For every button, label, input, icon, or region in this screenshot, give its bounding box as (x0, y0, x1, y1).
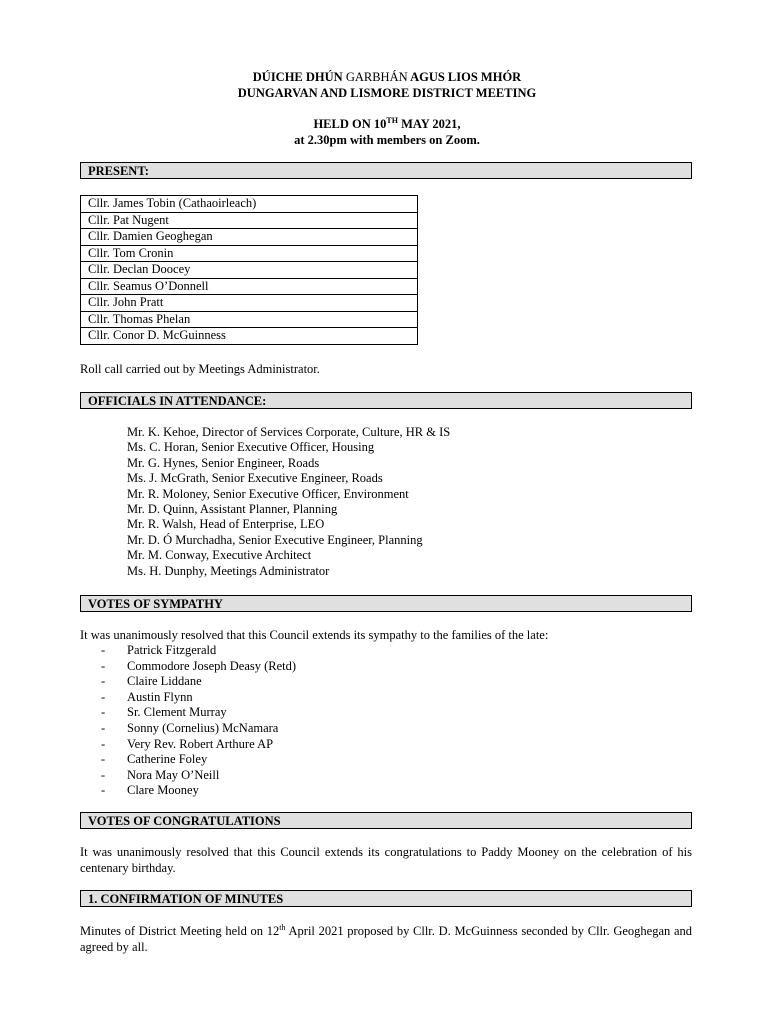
sympathy-name: Clare Mooney (127, 783, 199, 798)
official-item: Mr. R. Walsh, Head of Enterprise, LEO (127, 517, 325, 532)
sympathy-name: Patrick Fitzgerald (127, 643, 217, 657)
header-line1-part1: DÚICHE DHÚN (252, 70, 343, 84)
header-irish-title (80, 69, 694, 85)
section-minutes (80, 890, 692, 907)
section-officials (80, 392, 692, 409)
sympathy-name: Sr. Clement Murray (127, 705, 227, 720)
member-cell: Cllr. Declan Doocey (81, 262, 418, 279)
sympathy-name: Very Rev. Robert Arthure AP (127, 736, 274, 751)
sympathy-name: Catherine Foley (127, 752, 208, 767)
official-item: Mr. G. Hynes, Senior Engineer, Roads (127, 455, 320, 470)
dash: - (101, 705, 106, 720)
member-cell: Cllr. Tom Cronin (81, 245, 418, 262)
sympathy-name: Claire Liddane (127, 674, 202, 689)
official-item: Ms. H. Dunphy, Meetings Administrator (127, 563, 330, 578)
official-item: Mr. D. Ó Murchadha, Senior Executive Engineer, Planning (127, 532, 423, 547)
minutes-text-part2: April 2021 proposed by Cllr. D. McGuinness seconded by Cllr. Geoghegan and agreed by all. (80, 924, 692, 954)
minutes-text-part1: Minutes of District Meeting held on 12 (80, 924, 280, 938)
sympathy-name: Sonny (Cornelius) McNamara (127, 720, 279, 735)
section-sympathy-title: VOTES OF SYMPATHY (88, 597, 223, 611)
dash: - (101, 643, 106, 657)
sympathy-name: Commodore Joseph Deasy (Retd) (127, 658, 297, 673)
member-cell: Cllr. James Tobin (Cathaoirleach) (81, 196, 418, 213)
minutes-text (80, 923, 692, 955)
dash: - (101, 689, 106, 704)
section-minutes-title: 1. CONFIRMATION OF MINUTES (88, 892, 284, 906)
section-officials-title: OFFICIALS IN ATTENDANCE: (88, 394, 267, 408)
header-line1-part2: GARBHÁN (345, 70, 408, 84)
official-item: Mr. M. Conway, Executive Architect (127, 548, 312, 563)
table-row (81, 311, 418, 328)
member-cell: Cllr. Thomas Phelan (81, 311, 418, 328)
held-suffix: MAY 2021, (397, 117, 461, 131)
dash: - (101, 658, 106, 673)
dash: - (101, 720, 106, 735)
dash: - (101, 767, 106, 782)
table-row (81, 278, 418, 295)
table-row (81, 262, 418, 279)
member-cell: Cllr. Damien Geoghegan (81, 229, 418, 246)
member-cell: Cllr. Conor D. McGuinness (81, 328, 418, 345)
table-row (81, 295, 418, 312)
sympathy-intro: It was unanimously resolved that this Council extends its sympathy to the families of the late: (80, 628, 549, 642)
member-cell: Cllr. Pat Nugent (81, 212, 418, 229)
section-congratulations-title: VOTES OF CONGRATULATIONS (88, 814, 281, 828)
member-cell: Cllr. John Pratt (81, 295, 418, 312)
official-item: Mr. K. Kehoe, Director of Services Corporate, Culture, HR & IS (127, 425, 451, 439)
dash: - (101, 674, 106, 689)
section-present (80, 162, 692, 179)
minutes-sup: th (279, 922, 286, 932)
section-congratulations (80, 812, 692, 829)
header-english-title: DUNGARVAN AND LISMORE DISTRICT MEETING (237, 86, 537, 100)
roll-call-text: Roll call carried out by Meetings Administrator. (80, 362, 320, 376)
table-row (81, 196, 418, 213)
section-present-title: PRESENT: (88, 164, 149, 178)
official-item: Ms. J. McGrath, Senior Executive Engineer, Roads (127, 471, 383, 486)
table-row (81, 328, 418, 345)
held-prefix: HELD ON 10 (313, 117, 387, 131)
sympathy-name: Nora May O’Neill (127, 767, 220, 782)
official-item: Mr. R. Moloney, Senior Executive Officer, Environment (127, 486, 409, 501)
section-sympathy (80, 595, 692, 612)
official-item: Mr. D. Quinn, Assistant Planner, Planning (127, 502, 338, 517)
header-time-line: at 2.30pm with members on Zoom. (294, 133, 480, 147)
present-members-table (80, 195, 418, 345)
table-row (81, 229, 418, 246)
sympathy-name: Austin Flynn (127, 689, 193, 704)
header-line1-part3: AGUS LIOS MHÓR (410, 70, 522, 84)
officials-list (127, 425, 450, 579)
official-item: Ms. C. Horan, Senior Executive Officer, Housing (127, 440, 375, 455)
table-row (81, 245, 418, 262)
congratulations-text: It was unanimously resolved that this Council extends its congratulations to Paddy Mooney on the celebration of his centenary birthday. (80, 845, 692, 875)
header-held-on (80, 116, 694, 132)
held-sup: TH (386, 115, 398, 125)
table-row (81, 212, 418, 229)
dash: - (101, 736, 106, 751)
dash: - (101, 783, 106, 798)
member-cell: Cllr. Seamus O’Donnell (81, 278, 418, 295)
dash: - (101, 752, 106, 767)
